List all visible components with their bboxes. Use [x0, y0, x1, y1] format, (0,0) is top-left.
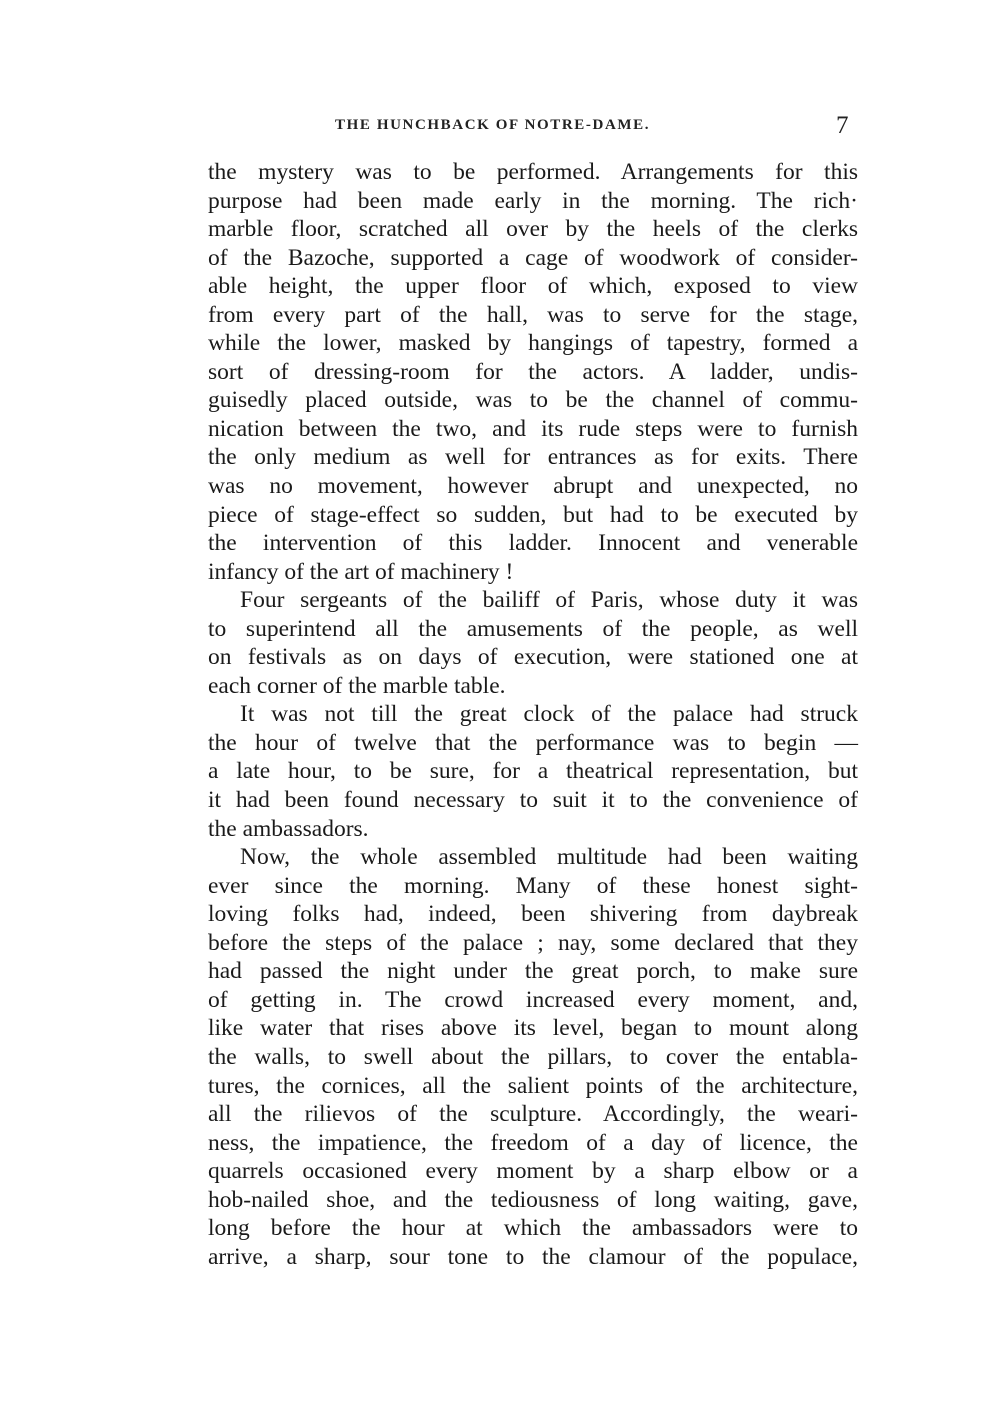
- text-line: the walls, to swell about the pillars, to cover the entabla-: [208, 1043, 858, 1070]
- text-line: of getting in. The crowd increased every moment, and,: [208, 986, 858, 1013]
- text-line: piece of stage-effect so sudden, but had to be executed by: [208, 501, 858, 528]
- running-head: THE HUNCHBACK OF NOTRE-DAME.: [335, 117, 651, 133]
- text-line: ness, the impatience, the freedom of a day of licence, the: [208, 1129, 858, 1156]
- text-line: Now, the whole assembled multitude had been waiting: [240, 844, 858, 871]
- text-line: ever since the morning. Many of these honest sight-: [208, 872, 858, 899]
- text-line: it had been found necessary to suit it to the convenience of: [208, 787, 858, 814]
- text-line: like water that rises above its level, began to mount along: [208, 1015, 858, 1042]
- page-number: 7: [836, 112, 849, 139]
- paragraph: [208, 843, 858, 1271]
- text-line: loving folks had, indeed, been shivering from daybreak: [208, 901, 858, 928]
- text-line: was no movement, however abrupt and unexpected, no: [208, 473, 858, 500]
- text-line: to superintend all the amusements of the people, as well: [208, 615, 858, 642]
- text-line: before the steps of the palace ; nay, some declared that they: [208, 929, 858, 956]
- text-line: on festivals as on days of execution, were stationed one at: [208, 644, 858, 671]
- text-line: purpose had been made early in the morning. The rich·: [208, 187, 858, 214]
- text-line: the only medium as well for entrances as for exits. There: [208, 444, 858, 471]
- text-line: tures, the cornices, all the salient points of the architecture,: [208, 1072, 858, 1099]
- text-line: long before the hour at which the ambassadors were to: [208, 1215, 858, 1242]
- text-line: hob-nailed shoe, and the tediousness of long waiting, gave,: [208, 1186, 858, 1213]
- text-line: a late hour, to be sure, for a theatrical representation, but: [208, 758, 858, 785]
- text-line: arrive, a sharp, sour tone to the clamour of the populace,: [208, 1243, 858, 1270]
- text-line: had passed the night under the great porch, to make sure: [208, 958, 858, 985]
- text-line: all the rilievos of the sculpture. Accordingly, the weari-: [208, 1101, 858, 1128]
- text-line: Four sergeants of the bailiff of Paris, whose duty it was: [240, 587, 858, 614]
- text-line: nication between the two, and its rude steps were to furnish: [208, 415, 858, 442]
- text-line: the ambassadors.: [208, 815, 369, 842]
- text-line: each corner of the marble table.: [208, 672, 506, 699]
- paragraph: [208, 158, 858, 586]
- text-line: the mystery was to be performed. Arrangements for this: [208, 159, 858, 185]
- text-line: It was not till the great clock of the palace had struck: [240, 701, 858, 728]
- paragraph: [208, 586, 858, 700]
- text-line: sort of dressing-room for the actors. A ladder, undis-: [208, 358, 858, 385]
- text-line: able height, the upper floor of which, exposed to view: [208, 273, 858, 300]
- text-line: while the lower, masked by hangings of tapestry, formed a: [208, 330, 858, 357]
- text-line: guisedly placed outside, was to be the channel of commu-: [208, 387, 858, 414]
- text-line: the intervention of this ladder. Innocent and venerable: [208, 530, 858, 557]
- text-line: quarrels occasioned every moment by a sharp elbow or a: [208, 1158, 858, 1185]
- text-line: from every part of the hall, was to serve for the stage,: [208, 301, 858, 328]
- body-text: [208, 158, 858, 1271]
- text-line: of the Bazoche, supported a cage of woodwork of consider-: [208, 244, 858, 271]
- paragraph: [208, 700, 858, 843]
- text-line: infancy of the art of machinery !: [208, 558, 514, 585]
- text-line: marble floor, scratched all over by the heels of the clerks: [208, 216, 858, 243]
- text-line: the hour of twelve that the performance was to begin —: [208, 729, 858, 756]
